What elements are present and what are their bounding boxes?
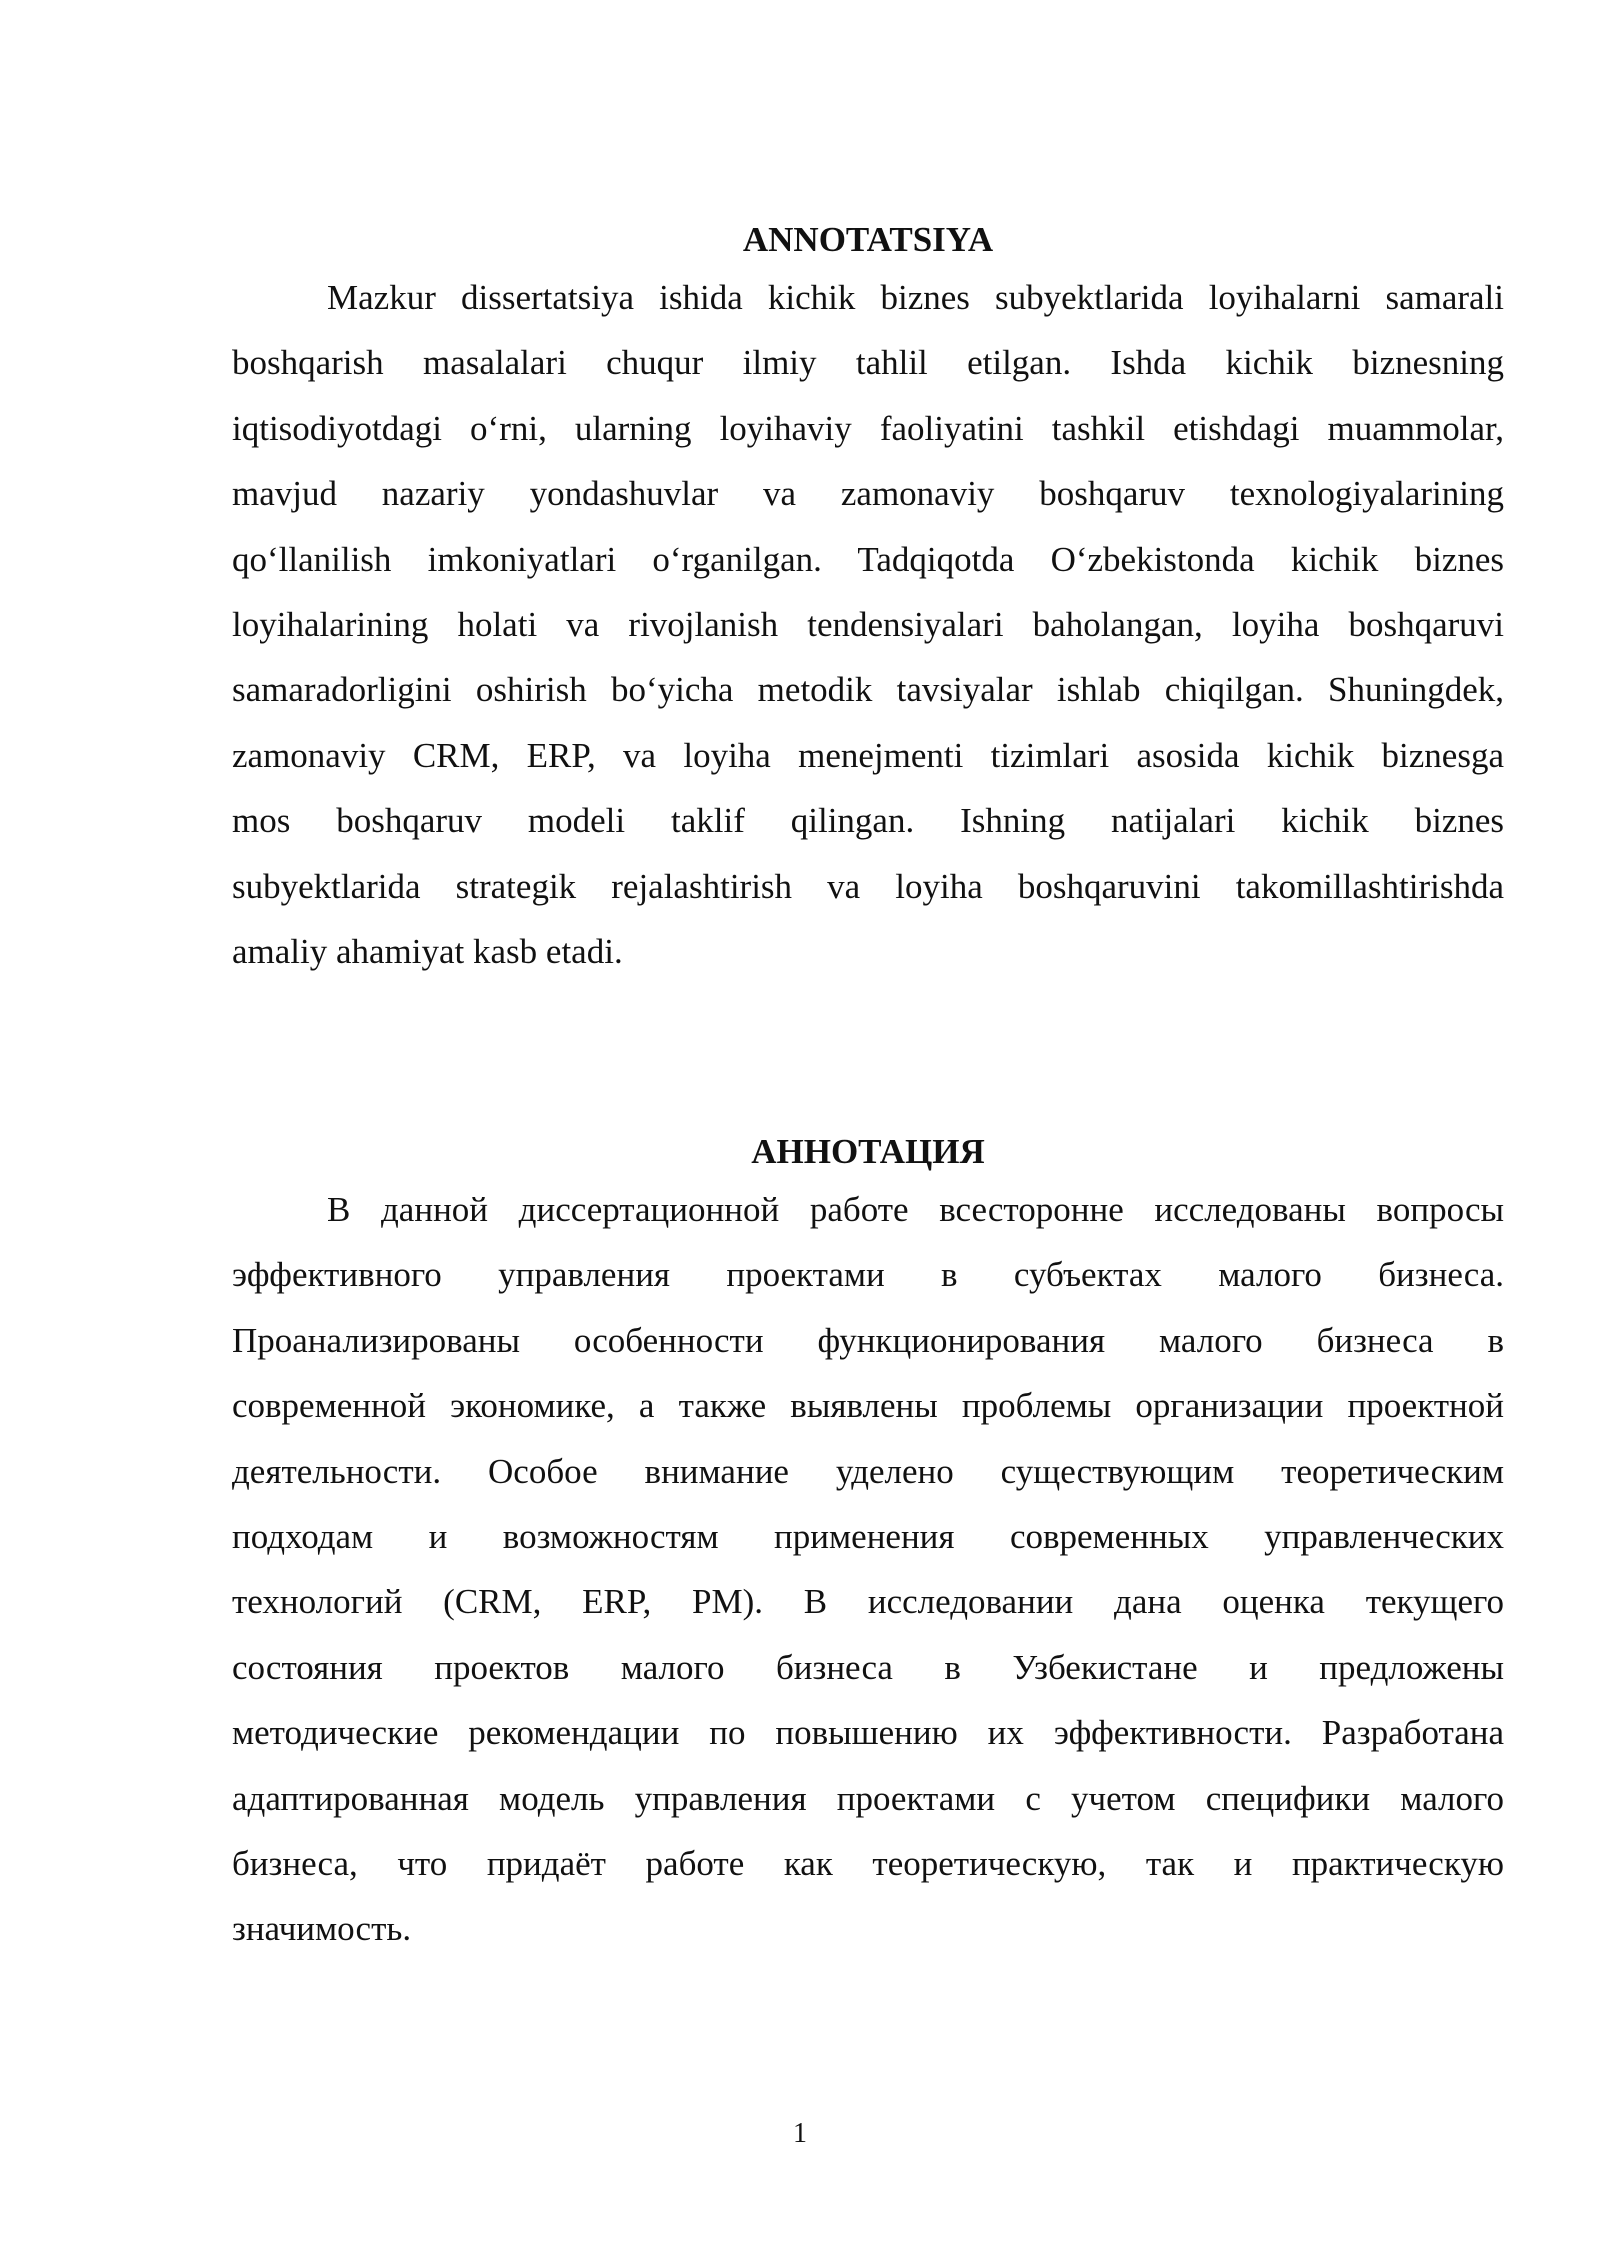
- paragraph-line: адаптированная модель управления проектами с учетом специфики малого: [232, 1778, 1504, 1818]
- paragraph-line: состояния проектов малого бизнеса в Узбекистане и предложены: [232, 1647, 1504, 1687]
- paragraph-line: iqtisodiyotdagi o‘rni, ularning loyihaviy faoliyatini tashkil etishdagi muammolar,: [232, 408, 1504, 448]
- paragraph-line: mos boshqaruv modeli taklif qilingan. Ishning natijalari kichik biznes: [232, 801, 1504, 841]
- paragraph-line: loyihalarining holati va rivojlanish tendensiyalari baholangan, loyiha boshqaruvi: [232, 604, 1504, 644]
- annotation-russian-title: АННОТАЦИЯ: [751, 1132, 985, 1171]
- paragraph-line: методические рекомендации по повышению их эффективности. Разработана: [232, 1713, 1504, 1753]
- paragraph-line: технологий (CRM, ERP, PM). В исследовании дана оценка текущего: [232, 1582, 1504, 1622]
- paragraph-line: zamonaviy CRM, ERP, va loyiha menejmenti tizimlari asosida kichik biznesga: [232, 735, 1504, 775]
- paragraph-line: подходам и возможностям применения современных управленческих: [232, 1516, 1504, 1556]
- paragraph-line: subyektlarida strategik rejalashtirish va loyiha boshqaruvini takomillashtirishda: [232, 866, 1504, 906]
- annotation-uzbek: [232, 215, 1504, 984]
- paragraph-line: boshqarish masalalari chuqur ilmiy tahlil etilgan. Ishda kichik biznesning: [232, 343, 1504, 383]
- annotation-russian-paragraph: [232, 1177, 1504, 1962]
- page-number: 1: [793, 2118, 807, 2149]
- paragraph-line: Mazkur dissertatsiya ishida kichik biznes subyektlarida loyihalarni samarali: [327, 278, 1504, 317]
- annotation-uzbek-title: ANNOTATSIYA: [742, 220, 994, 259]
- paragraph-line: qo‘llanilish imkoniyatlari o‘rganilgan. Tadqiqotda O‘zbekistonda kichik biznes: [232, 539, 1504, 579]
- paragraph-line: amaliy ahamiyat kasb etadi.: [232, 931, 623, 971]
- annotation-russian: [232, 1127, 1504, 1962]
- paragraph-line: значимость.: [232, 1909, 412, 1949]
- paragraph-line: эффективного управления проектами в субъектах малого бизнеса.: [232, 1255, 1504, 1295]
- paragraph-line: современной экономике, а также выявлены проблемы организации проектной: [232, 1386, 1504, 1426]
- paragraph-line: В данной диссертационной работе всесторонне исследованы вопросы: [327, 1190, 1504, 1229]
- paragraph-line: samaradorligini oshirish bo‘yicha metodik tavsiyalar ishlab chiqilgan. Shuningdek,: [232, 670, 1504, 710]
- annotation-uzbek-paragraph: [232, 265, 1504, 984]
- paragraph-line: Проанализированы особенности функционирования малого бизнеса в: [232, 1320, 1504, 1360]
- paragraph-line: деятельности. Особое внимание уделено существующим теоретическим: [232, 1451, 1504, 1491]
- paragraph-line: mavjud nazariy yondashuvlar va zamonaviy boshqaruv texnologiyalarining: [232, 474, 1504, 514]
- paragraph-line: бизнеса, что придаёт работе как теоретическую, так и практическую: [232, 1843, 1504, 1883]
